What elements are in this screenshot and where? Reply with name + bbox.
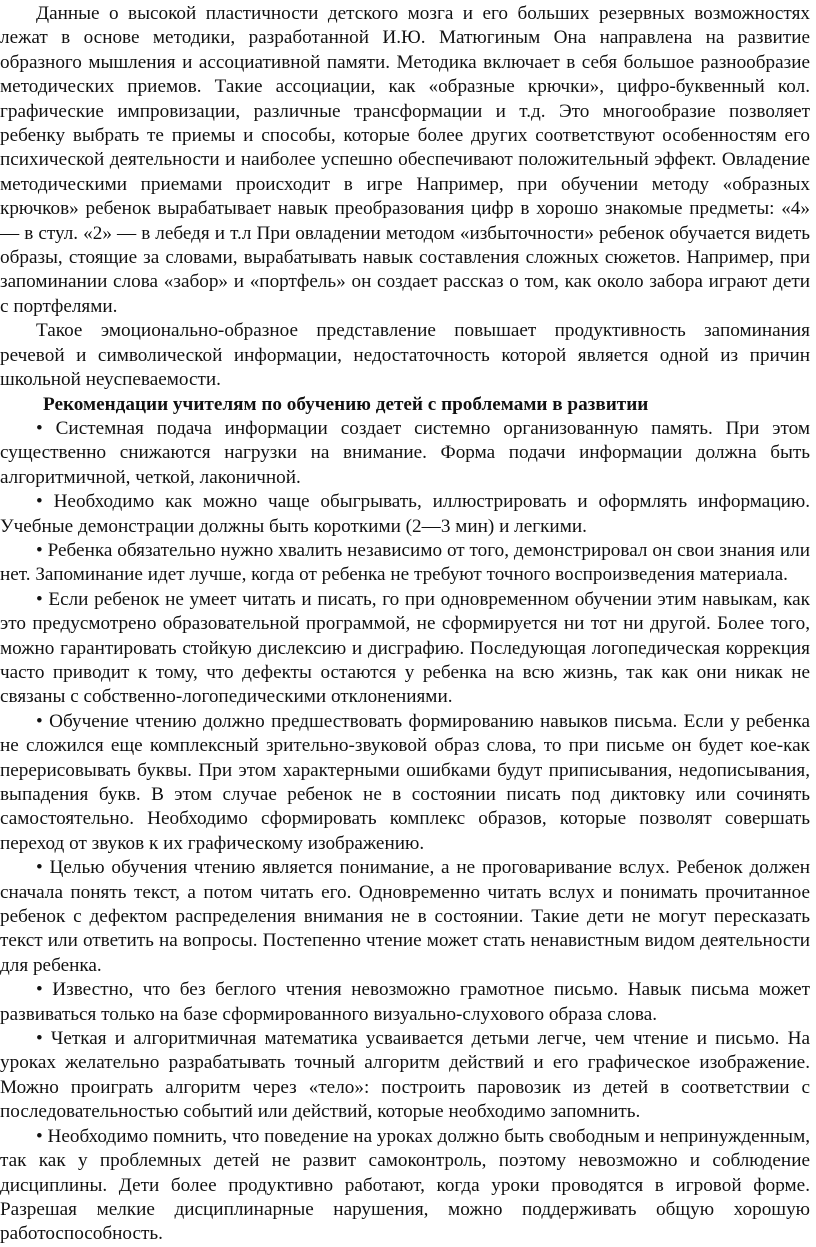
- recommendation-item: • Ребенка обязательно нужно хвалить независимо от того, демонстрировал он свои знания или нет. Запоминание идет лучше, когда от ребенка не требуют точного воспроизведения материала.: [0, 539, 810, 588]
- recommendation-item: • Четкая и алгоритмичная математика усваивается детьми легче, чем чтение и письмо. На уроках желательно разрабатывать точный алгоритм действий и его графическое изображение. Можно проиграть алгоритм через «тело»: построить паровозик из детей в соответствии с последовательностью событий или действий, которые необходимо запомнить.: [0, 1027, 810, 1125]
- recommendation-item: • Обучение чтению должно предшествовать формированию навыков письма. Если у ребенка не сложился еще комплексный зрительно-звуковой образ слова, то при письме он будет кое-как перерисовывать буквы. При этом характерными ошибками будут приписывания, недописывания, выпадения букв. В этом случае ребенок не в состоянии писать под диктовку или сочинять самостоятельно. Необходимо сформировать комплекс образов, которые позволят совершать переход от звуков к их графическому изображению.: [0, 710, 810, 856]
- intro-paragraph: Данные о высокой пластичности детского мозга и его больших резервных возможностях лежат в основе методики, разработанной И.Ю. Матюгиным Она направлена на развитие образного мышления и ассоциативной памяти. Методика включает в себя большое разнообразие методических приемов. Такие ассоциации, как «образные крючки», цифро-буквенный кол. графические импровизации, различные трансформации и т.д. Это многообразие позволяет ребенку выбрать те приемы и способы, которые более других соответствуют особенностям его психической деятельности и наиболее успешно обеспечивают положительный эффект. Овладение методическими приемами происходит в игре Например, при обучении методу «образных крючков» ребенок вырабатывает навык преобразования цифр в хорошо знакомые предметы: «4» — в стул. «2» — в лебедя и т.л При овладении методом «избыточности» ребенок обучается видеть образы, стоящие за словами, вырабатывать навык составления сложных сюжетов. Например, при запоминании слова «забор» и «портфель» он создает рассказ о том, как около забора играют дети с портфелями.: [0, 3, 810, 317]
- intro-paragraph: Такое эмоционально-образное представление повышает продуктивность запоминания речевой и символической информации, недостаточность которой является одной из причин школьной неуспеваемости.: [0, 320, 810, 391]
- recommendation-item: • Если ребенок не умеет читать и писать, го при одновременном обучении этим навыкам, как это предусмотрено образовательной программой, не сформируется ни тот ни другой. Более того, можно гарантировать стойкую дислексию и дисграфию. Последующая логопедическая коррекция часто приводит к тому, что дефекты остаются у ребенка на всю жизнь, так как они никак не связаны с собственно-логопедическими отклонениями.: [0, 588, 810, 710]
- recommendation-item: • Необходимо как можно чаще обыгрывать, иллюстрировать и оформлять информацию. Учебные демонстрации должны быть короткими (2—3 мин) и легкими.: [0, 490, 810, 539]
- recommendation-item: • Системная подача информации создает системно организованную память. При этом существенно снижаются нагрузки на внимание. Форма подачи информации должна быть алгоритмичной, четкой, лаконичной.: [0, 417, 810, 490]
- recommendation-item: • Необходимо помнить, что поведение на уроках должно быть свободным и непринужденным, так как у проблемных детей не развит самоконтроль, поэтому невозможно и соблюдение дисциплины. Дети более продуктивно работают, когда уроки проводятся в игровой форме. Разрешая мелкие дисциплинарные нарушения, можно поддерживать общую хорошую работоспособность.: [0, 1125, 810, 1247]
- recommendation-item: • Известно, что без беглого чтения невозможно грамотное письмо. Навык письма может развиваться только на базе сформированного визуально-слухового образа слова.: [0, 978, 810, 1027]
- recommendation-item: • Целью обучения чтению является понимание, а не проговаривание вслух. Ребенок должен сначала понять текст, а потом читать его. Одновременно читать вслух и понимать прочитанное ребенок с дефектом распределения внимания не в состоянии. Такие дети не могут пересказать текст или ответить на вопросы. Постепенно чтение может стать ненавистным видом деятельности для ребенка.: [0, 856, 810, 978]
- section-heading: Рекомендации учителям по обучению детей с проблемами в развитии: [43, 393, 649, 415]
